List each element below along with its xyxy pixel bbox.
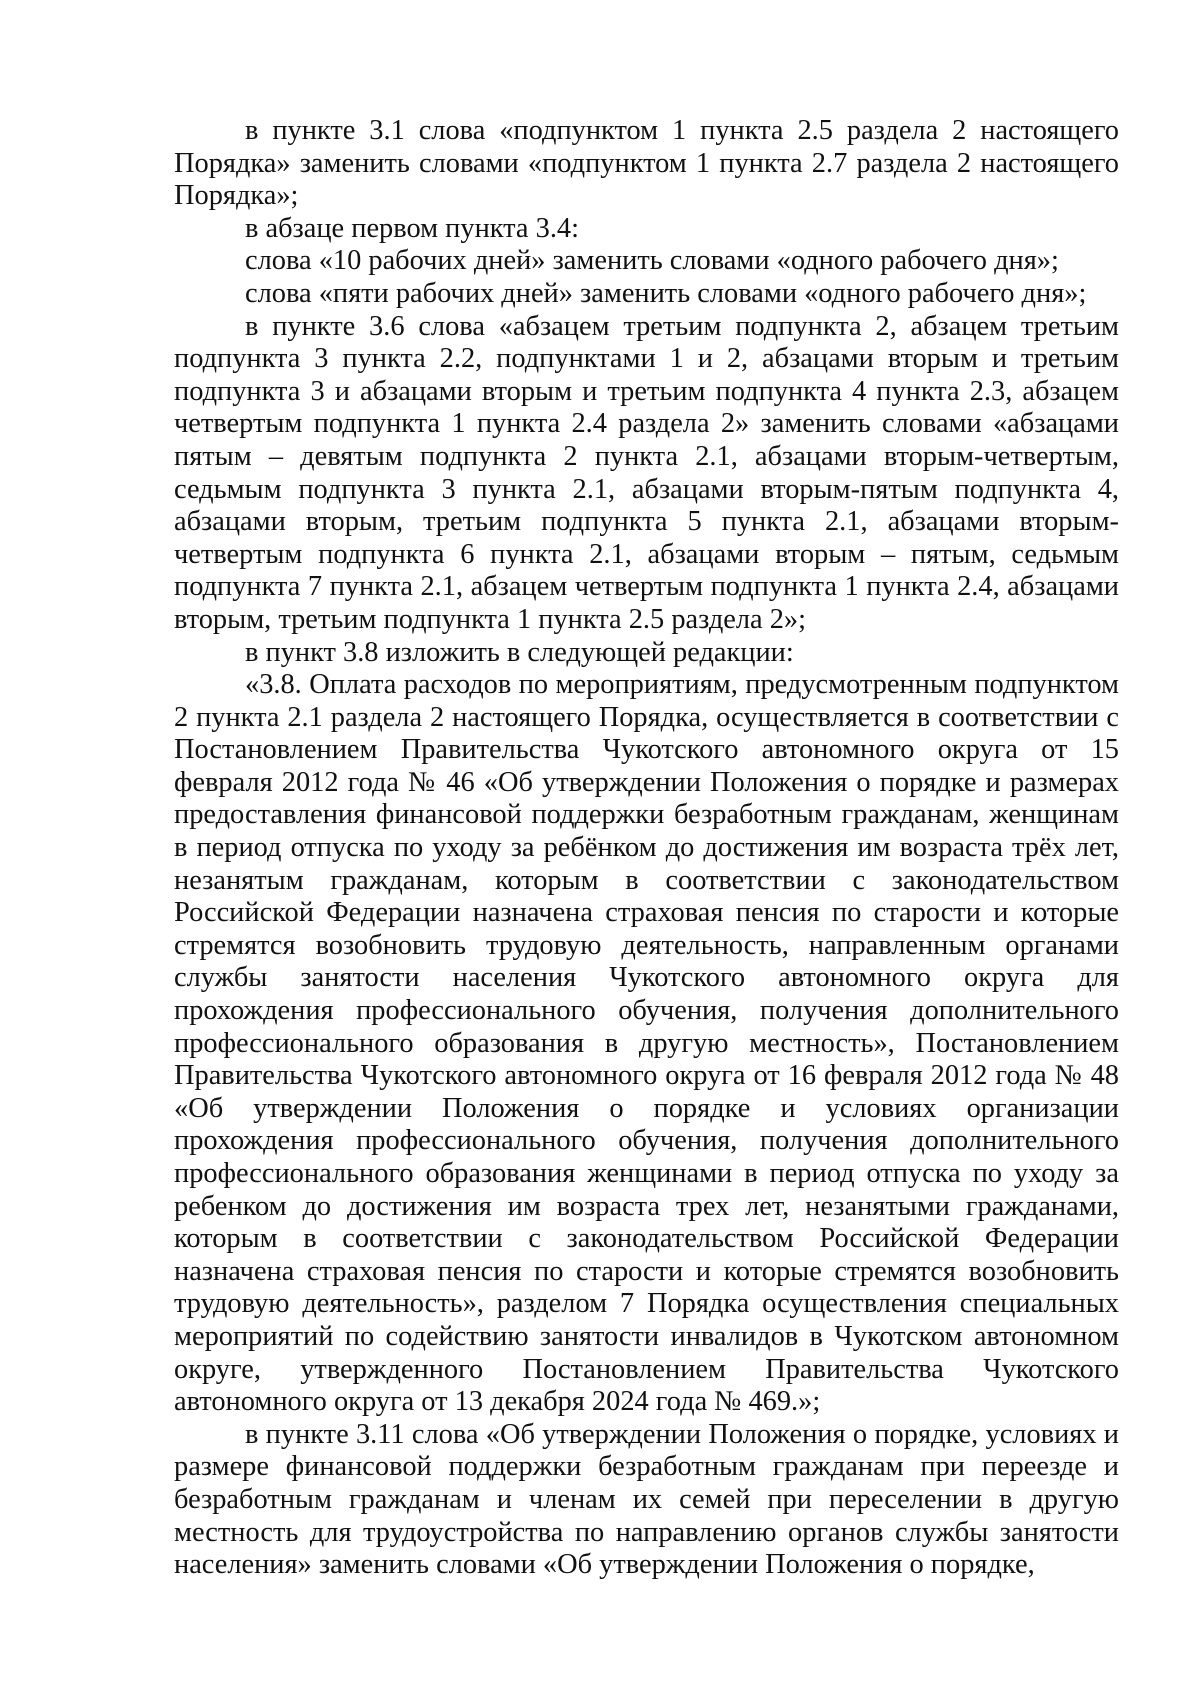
paragraph-item-3-8-intro: в пункт 3.8 изложить в следующей редакции: [245,636,794,668]
paragraph-item-3-4-words-10: слова «10 рабочих дней» заменить словами «одного рабочего дня»; [245,245,1059,277]
paragraph-item-3-4-intro: в абзаце первом пункта 3.4: [245,212,580,244]
document-body [174,115,1119,1582]
paragraph-item-3-4-words-5: слова «пяти рабочих дней» заменить словами «одного рабочего дня»; [245,277,1087,309]
paragraph-item-3-1: в пункте 3.1 слова «подпунктом 1 пункта 2.5 раздела 2 настоящего Порядка» заменить словами «подпунктом 1 пункта 2.7 раздела 2 настоящего Порядка»; [174,115,1119,212]
paragraph-item-3-6: в пункте 3.6 слова «абзацем третьим подпункта 2, абзацем третьим подпункта 3 пункта 2.2, подпунктами 1 и 2, абзацами вторым и третьим подпункта 3 и абзацами вторым и третьим подпункта 4 пункта 2.3, абзацем четвертым подпункта 1 пункта 2.4 раздела 2» заменить словами «абзацами пятым – девятым подпункта 2 пункта 2.1, абзацами вторым-четвертым, седьмым подпункта 3 пункта 2.1, абзацами вторым-пятым подпункта 4, абзацами вторым, третьим подпункта 5 пункта 2.1, абзацами вторым-четвертым подпункта 6 пункта 2.1, абзацами вторым – пятым, седьмым подпункта 7 пункта 2.1, абзацем четвертым подпункта 1 пункта 2.4, абзацами вторым, третьим подпункта 1 пункта 2.5 раздела 2»; [174,310,1119,635]
paragraph-item-3-11: в пункте 3.11 слова «Об утверждении Положения о порядке, условиях и размере финансовой поддержки безработным гражданам при переезде и безработным гражданам и членам их семей при переселении в другую местность для трудоустройства по направлению органов службы занятости населения» заменить словами «Об утверждении Положения о порядке, [174,1418,1119,1581]
paragraph-item-3-8-text: «3.8. Оплата расходов по мероприятиям, предусмотренным подпунктом 2 пункта 2.1 раздела 2 настоящего Порядка, осуществляется в соответствии с Постановлением Правительства Чукотского автономного округа от 15 февраля 2012 года № 46 «Об утверждении Положения о порядке и размерах предоставления финансовой поддержки безработным гражданам, женщинам в период отпуска по уходу за ребёнком до достижения им возраста трёх лет, незанятым гражданам, которым в соответствии с законодательством Российской Федерации назначена страховая пенсия по старости и которые стремятся возобновить трудовую деятельность, направленным органами службы занятости населения Чукотского автономного округа для прохождения профессионального обучения, получения дополнительного профессионального образования в другую местность», Постановлением Правительства Чукотского автономного округа от 16 февраля 2012 года № 48 «Об утверждении Положения о порядке и условиях организации прохождения профессионального обучения, получения дополнительного профессионального образования женщинами в период отпуска по уходу за ребенком до достижения им возраста трех лет, незанятыми гражданами, которым в соответствии с законодательством Российской Федерации назначена страховая пенсия по старости и которые стремятся возобновить трудовую деятельность», разделом 7 Порядка осуществления специальных мероприятий по содействию занятости инвалидов в Чукотском автономном округе, утвержденного Постановлением Правительства Чукотского автономного округа от 13 декабря 2024 года № 469.»; [174,669,1119,1418]
